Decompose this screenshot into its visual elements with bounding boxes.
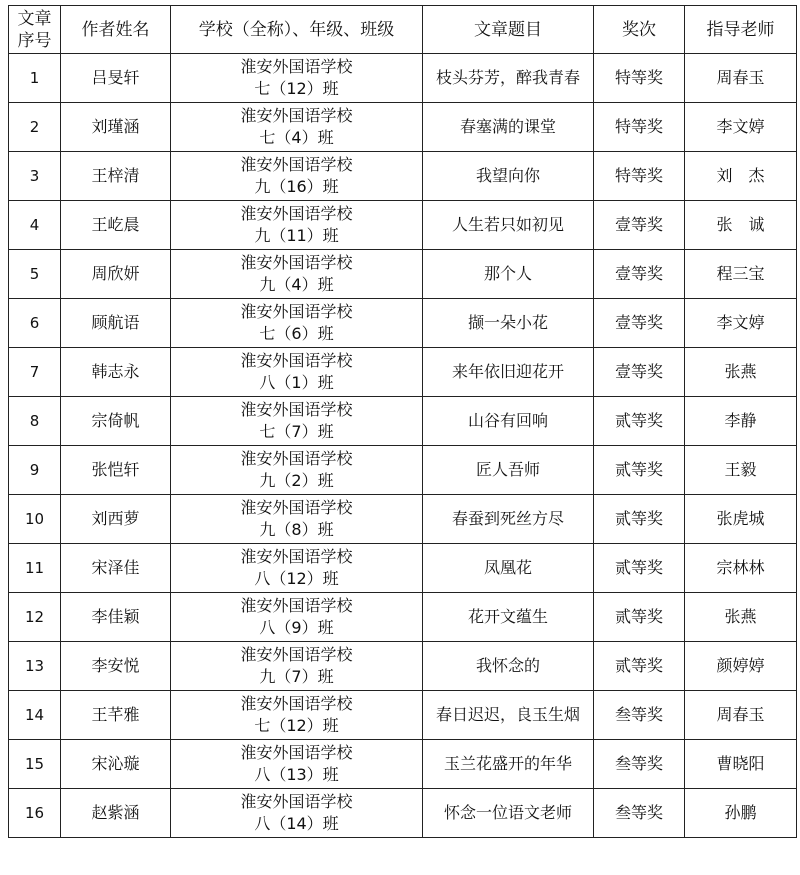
cell-school — [171, 740, 423, 789]
school-name: 淮安外国语学校 — [240, 792, 353, 811]
cell-teacher: 李文婷 — [685, 299, 797, 348]
class-name: 七（12）班 — [254, 79, 339, 98]
class-name: 八（13）班 — [254, 765, 339, 784]
table-row — [9, 103, 797, 152]
cell-number: 12 — [9, 593, 61, 642]
class-name: 八（1）班 — [259, 373, 334, 392]
cell-title: 凤凰花 — [423, 544, 594, 593]
school-name: 淮安外国语学校 — [240, 400, 353, 419]
table-row — [9, 250, 797, 299]
cell-school — [171, 54, 423, 103]
cell-award: 叁等奖 — [594, 740, 685, 789]
cell-number: 11 — [9, 544, 61, 593]
cell-author: 王梓清 — [61, 152, 171, 201]
cell-school — [171, 495, 423, 544]
class-name: 七（4）班 — [259, 128, 334, 147]
school-name: 淮安外国语学校 — [240, 596, 353, 615]
school-name: 淮安外国语学校 — [240, 694, 353, 713]
header-author: 作者姓名 — [61, 6, 171, 54]
class-name: 八（9）班 — [259, 618, 334, 637]
cell-award: 叁等奖 — [594, 789, 685, 838]
school-name: 淮安外国语学校 — [240, 645, 353, 664]
cell-award: 特等奖 — [594, 152, 685, 201]
cell-award: 壹等奖 — [594, 299, 685, 348]
table-row — [9, 691, 797, 740]
cell-teacher: 张燕 — [685, 593, 797, 642]
cell-number: 10 — [9, 495, 61, 544]
header-row — [9, 6, 797, 54]
class-name: 九（7）班 — [259, 667, 334, 686]
cell-author: 赵紫涵 — [61, 789, 171, 838]
cell-school — [171, 152, 423, 201]
cell-author: 李安悦 — [61, 642, 171, 691]
cell-title: 花开文蕴生 — [423, 593, 594, 642]
cell-school — [171, 789, 423, 838]
cell-school — [171, 103, 423, 152]
cell-school — [171, 593, 423, 642]
header-number: 文章序号 — [9, 6, 61, 54]
cell-title: 那个人 — [423, 250, 594, 299]
cell-number: 3 — [9, 152, 61, 201]
class-name: 九（16）班 — [254, 177, 339, 196]
cell-title: 春塞满的课堂 — [423, 103, 594, 152]
cell-number: 9 — [9, 446, 61, 495]
table-row — [9, 495, 797, 544]
school-name: 淮安外国语学校 — [240, 57, 353, 76]
cell-author: 顾航语 — [61, 299, 171, 348]
cell-author: 周欣妍 — [61, 250, 171, 299]
cell-number: 14 — [9, 691, 61, 740]
cell-author: 张恺轩 — [61, 446, 171, 495]
cell-school — [171, 299, 423, 348]
cell-author: 宋沁璇 — [61, 740, 171, 789]
table-row — [9, 54, 797, 103]
cell-author: 刘瑾涵 — [61, 103, 171, 152]
cell-award: 贰等奖 — [594, 593, 685, 642]
cell-teacher: 张 诚 — [685, 201, 797, 250]
cell-teacher: 张虎城 — [685, 495, 797, 544]
cell-number: 1 — [9, 54, 61, 103]
school-name: 淮安外国语学校 — [240, 498, 353, 517]
table-row — [9, 593, 797, 642]
cell-author: 李佳颖 — [61, 593, 171, 642]
school-name: 淮安外国语学校 — [240, 204, 353, 223]
cell-author: 韩志永 — [61, 348, 171, 397]
cell-award: 壹等奖 — [594, 250, 685, 299]
cell-school — [171, 250, 423, 299]
cell-teacher: 曹晓阳 — [685, 740, 797, 789]
cell-author: 吕旻轩 — [61, 54, 171, 103]
table-row — [9, 152, 797, 201]
header-award: 奖次 — [594, 6, 685, 54]
school-name: 淮安外国语学校 — [240, 253, 353, 272]
cell-number: 6 — [9, 299, 61, 348]
cell-number: 7 — [9, 348, 61, 397]
cell-number: 2 — [9, 103, 61, 152]
table-row — [9, 642, 797, 691]
cell-author: 宗倚帆 — [61, 397, 171, 446]
cell-school — [171, 348, 423, 397]
cell-teacher: 周春玉 — [685, 54, 797, 103]
cell-award: 特等奖 — [594, 54, 685, 103]
cell-award: 壹等奖 — [594, 201, 685, 250]
cell-school — [171, 201, 423, 250]
cell-award: 贰等奖 — [594, 544, 685, 593]
class-name: 八（14）班 — [254, 814, 339, 833]
cell-school — [171, 446, 423, 495]
cell-teacher: 程三宝 — [685, 250, 797, 299]
cell-author: 王屹晨 — [61, 201, 171, 250]
school-name: 淮安外国语学校 — [240, 743, 353, 762]
cell-award: 贰等奖 — [594, 495, 685, 544]
class-name: 八（12）班 — [254, 569, 339, 588]
cell-award: 壹等奖 — [594, 348, 685, 397]
table-row — [9, 299, 797, 348]
cell-school — [171, 691, 423, 740]
cell-title: 来年依旧迎花开 — [423, 348, 594, 397]
school-name: 淮安外国语学校 — [240, 106, 353, 125]
cell-title: 玉兰花盛开的年华 — [423, 740, 594, 789]
cell-title: 我望向你 — [423, 152, 594, 201]
class-name: 七（12）班 — [254, 716, 339, 735]
school-name: 淮安外国语学校 — [240, 449, 353, 468]
class-name: 九（11）班 — [254, 226, 339, 245]
cell-school — [171, 544, 423, 593]
cell-number: 13 — [9, 642, 61, 691]
cell-number: 5 — [9, 250, 61, 299]
table-row — [9, 544, 797, 593]
class-name: 七（6）班 — [259, 324, 334, 343]
cell-teacher: 李文婷 — [685, 103, 797, 152]
table-row — [9, 446, 797, 495]
class-name: 九（2）班 — [259, 471, 334, 490]
school-name: 淮安外国语学校 — [240, 351, 353, 370]
cell-teacher: 孙鹏 — [685, 789, 797, 838]
cell-teacher: 张燕 — [685, 348, 797, 397]
cell-title: 匠人吾师 — [423, 446, 594, 495]
cell-author: 王芊雅 — [61, 691, 171, 740]
cell-teacher: 周春玉 — [685, 691, 797, 740]
class-name: 九（4）班 — [259, 275, 334, 294]
cell-title: 春日迟迟，良玉生烟 — [423, 691, 594, 740]
cell-award: 贰等奖 — [594, 446, 685, 495]
cell-teacher: 刘 杰 — [685, 152, 797, 201]
school-name: 淮安外国语学校 — [240, 155, 353, 174]
award-table — [8, 5, 797, 838]
cell-teacher: 颜婷婷 — [685, 642, 797, 691]
cell-number: 8 — [9, 397, 61, 446]
cell-title: 我怀念的 — [423, 642, 594, 691]
header-school: 学校（全称）、年级、班级 — [171, 6, 423, 54]
cell-title: 人生若只如初见 — [423, 201, 594, 250]
cell-number: 16 — [9, 789, 61, 838]
cell-author: 刘西萝 — [61, 495, 171, 544]
table-row — [9, 397, 797, 446]
cell-teacher: 宗林林 — [685, 544, 797, 593]
cell-title: 山谷有回响 — [423, 397, 594, 446]
cell-teacher: 李静 — [685, 397, 797, 446]
cell-title: 撷一朵小花 — [423, 299, 594, 348]
cell-title: 春蚕到死丝方尽 — [423, 495, 594, 544]
cell-number: 4 — [9, 201, 61, 250]
cell-title: 枝头芬芳，醉我青春 — [423, 54, 594, 103]
table-row — [9, 348, 797, 397]
cell-award: 贰等奖 — [594, 397, 685, 446]
cell-school — [171, 397, 423, 446]
school-name: 淮安外国语学校 — [240, 547, 353, 566]
cell-award: 叁等奖 — [594, 691, 685, 740]
header-title: 文章题目 — [423, 6, 594, 54]
table-row — [9, 740, 797, 789]
cell-title: 怀念一位语文老师 — [423, 789, 594, 838]
school-name: 淮安外国语学校 — [240, 302, 353, 321]
cell-school — [171, 642, 423, 691]
cell-author: 宋泽佳 — [61, 544, 171, 593]
class-name: 七（7）班 — [259, 422, 334, 441]
cell-award: 特等奖 — [594, 103, 685, 152]
class-name: 九（8）班 — [259, 520, 334, 539]
cell-award: 贰等奖 — [594, 642, 685, 691]
table-row — [9, 201, 797, 250]
cell-teacher: 王毅 — [685, 446, 797, 495]
cell-number: 15 — [9, 740, 61, 789]
header-teacher: 指导老师 — [685, 6, 797, 54]
table-row — [9, 789, 797, 838]
